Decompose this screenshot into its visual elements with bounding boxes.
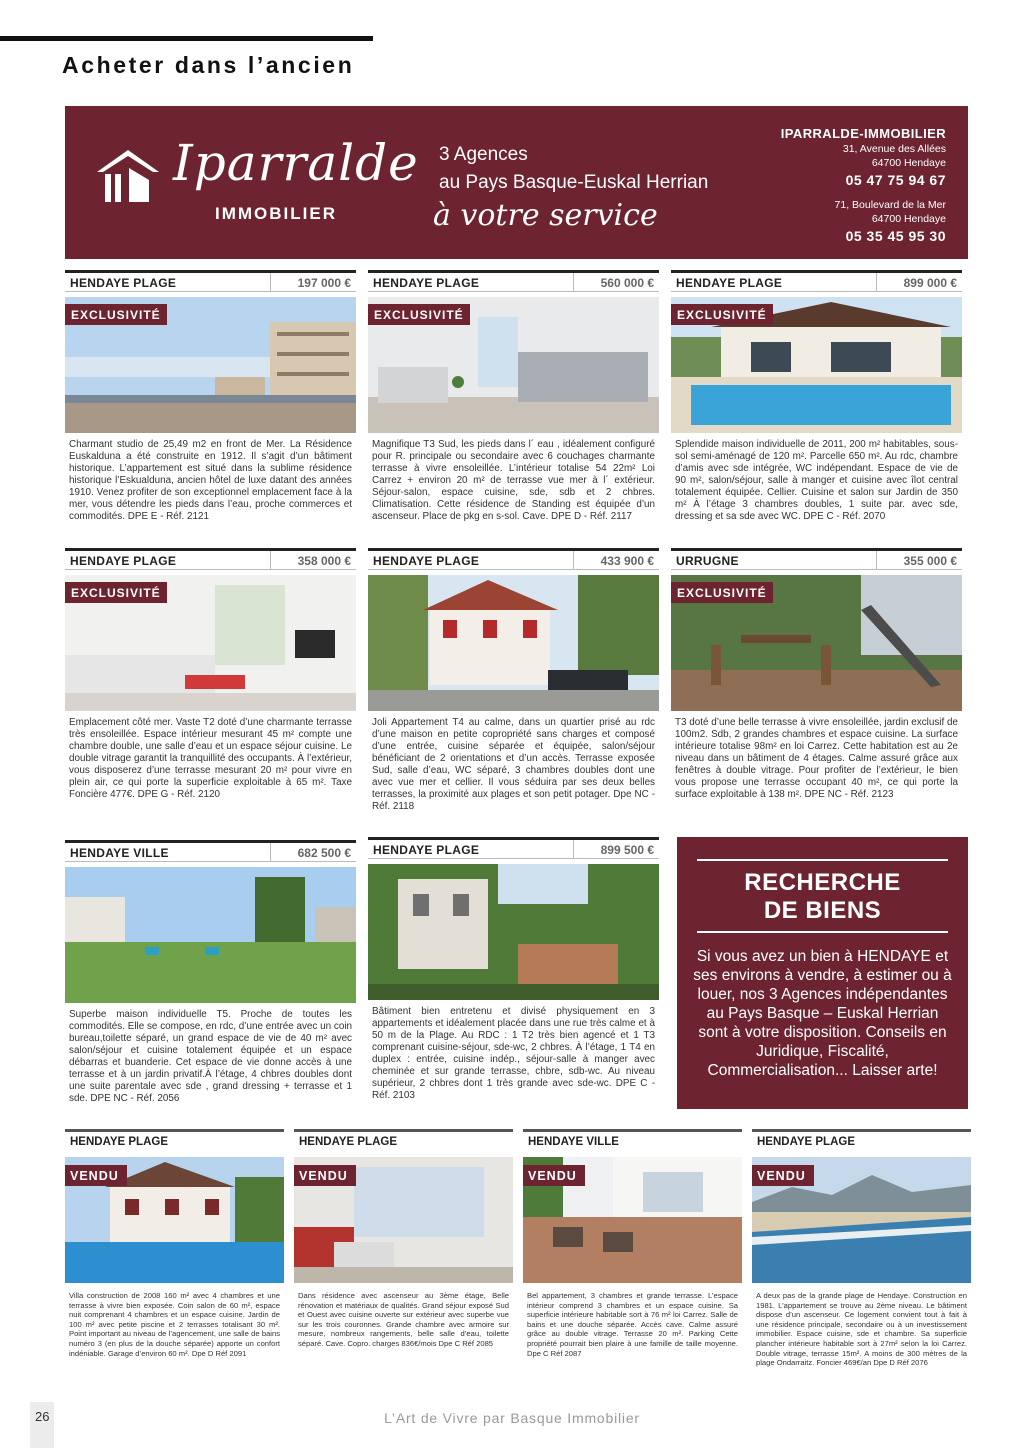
listing-card[interactable] [368, 548, 659, 813]
logo-script: Iparralde [173, 134, 419, 192]
agency-banner [65, 106, 968, 259]
listing-photo[interactable] [671, 575, 962, 711]
sold-photo[interactable] [523, 1157, 742, 1283]
lawn-garden-photo [65, 867, 356, 1003]
listing-card[interactable] [368, 270, 659, 523]
sold-photo[interactable] [65, 1157, 284, 1283]
exclusive-badge: EXCLUSIVITÉ [671, 582, 773, 603]
listing-price: 899 000 € [876, 273, 962, 291]
listing-location: HENDAYE PLAGE [70, 276, 177, 290]
agency-1-city: 64700 Hendaye [871, 157, 946, 169]
tagline-line-2: au Pays Basque-Euskal Herrian [439, 172, 709, 193]
listing-location: HENDAYE PLAGE [373, 554, 480, 568]
listing-description: Joli Appartement T4 au calme, dans un quartier prisé au rdc d’une maison en petite copropriété sans charges et composé d’une entrée, cuisine séparée et équipée, salon/séjour bénéficiant de 2 orientations et d’un accès. Terrasse exposée Sud, salle d’eau, WC séparé, 3 chambres doubles dont une avec vue mer et cellier. Il vous séduira par ses deux belles terrasses, la proximité aux plages et son petit potager. Dpe NC - Réf. 2118 [372, 717, 655, 812]
basque-house-photo [368, 575, 659, 711]
listing-description: Charmant studio de 25,49 m2 en front de Mer. La Résidence Euskalduna a été construite en 1912. Il s’agit d’un bâtiment historique. L’appartement est situé dans la sublime résidence historique l’Eskualduna, ancien hôtel de luxe datant des années 1910. Venez profiter de son exceptionnel emplacement face à la mer, vous détendre les pieds dans l’eau, proche commerces et commodités. DPE E - Réf. 2121 [69, 439, 352, 522]
listing-header [671, 548, 962, 570]
listing-photo[interactable] [671, 297, 962, 433]
top-rule [0, 36, 373, 41]
agency-2-city: 64700 Hendaye [871, 213, 946, 225]
listing-photo[interactable] [65, 575, 356, 711]
tagline-line-1: 3 Agences [439, 144, 528, 165]
house-logo-icon [95, 148, 161, 204]
listing-description: T3 doté d’une belle terrasse à vivre ensoleillée, jardin exclusif de 100m2. Sdb, 2 grandes chambres et espace cuisine. La surface intérieure totalise 98m² en loi Carrez. Cette habitation est au 2e niveau dans un bâtiment de 4 étages. Calme assuré grâce aux fenêtres à double vitrage. Pour profiter de l’extérieur, le bien vous propose une terrasse occupant 40 m², ce qui porte la surface exploitable à 138 m². DPE NC - Réf. 2123 [675, 717, 958, 800]
listing-description: Superbe maison individuelle T5. Proche de toutes les commodités. Elle se compose, en rdc, d’une entrée avec un coin bureau,toilette séparé, un grand espace de vie de 40 m² avec salon/séjour et cuisine totalement équipée et un espace débarras et buanderie. Cet espace de vie donne accès à une terrasse et à un jardin privatif.À l’étage, 4 chbres doubles dont une suite parentale avec sde , grand dressing + terrasse et 1 sde. DPE NC - Réf. 2056 [69, 1009, 352, 1104]
sold-description: Dans résidence avec ascenseur au 3ème étage, Belle rénovation et matériaux de qualités. Grand séjour exposé Sud et Ouest avec cuisine ouverte sur extérieur avec superbe vue sur les trois couronnes. Grande chambre avec armoire sur mesure, nombreux rangements, belle salle d’eau, toilette séparé. Cave. Copro. charges 836€/mois Dpe C Réf 2085 [298, 1291, 509, 1348]
listing-photo[interactable] [368, 297, 659, 433]
sold-card[interactable] [65, 1129, 284, 1358]
listing-location: HENDAYE PLAGE [676, 276, 783, 290]
section-title: Acheter dans l’ancien [62, 52, 355, 78]
listing-description: Magnifique T3 Sud, les pieds dans l´ eau , idéalement configuré pour R. principale ou secondaire avec 6 couchages charmante terrasse à vivre ensoleillée. L’intérieur totalise 54 22m² Loi Carrez + environ 20 m² de terrasse vue mer à l´ extérieur. Séjour-salon, espace cuisine, sde, sdb et 2 chbres. Climatisation. Cette résidence de Standing est équipée d’un ascenseur. Place de pkg en s-sol. Cave. DPE D - Réf. 2117 [372, 439, 655, 522]
listing-location: URRUGNE [676, 554, 739, 568]
listing-header [368, 837, 659, 859]
search-box-title [677, 869, 968, 925]
agency-2-street: 71, Boulevard de la Mer [834, 199, 946, 211]
listing-description: Emplacement côté mer. Vaste T2 doté d’une charmante terrasse très ensoleillée. Espace intérieur mesurant 45 m² compte une chambre double, une salle d’eau et un espace séjour cuisine. Le double vitrage garantit la tranquillité des occupants. À l’extérieur, vous disposerez d’une terrasse mesurant 20 m² pour vivre en plein air, ce qui porte la superficie exploitable à 65 m². Taxe Foncière 477€. DPE G - Réf. 2120 [69, 717, 352, 800]
listing-card[interactable] [671, 270, 962, 523]
sold-description: Villa construction de 2008 160 m² avec 4 chambres et une terrasse à vivre bien exposée. Coin salon de 60 m², espace nuit comprenant 4 chambres et un espace cuisine. Jardin de 100 m² avec petite piscine et 2 terrasses totalisant 30 m². Point important au niveau de l’agencement, une salle de bains numéro 3 (en plus de la douche séparée) apporte un confort indéniable. Garage d’environ 60 m². Dpe D Réf 2091 [69, 1291, 280, 1358]
exclusive-badge: EXCLUSIVITÉ [671, 304, 773, 325]
sold-photo[interactable] [294, 1157, 513, 1283]
sold-location: HENDAYE PLAGE [757, 1136, 855, 1148]
search-box-title-line-1: RECHERCHE [744, 869, 901, 896]
sold-photo[interactable] [752, 1157, 971, 1283]
listing-card[interactable] [65, 840, 356, 1105]
exclusive-badge: EXCLUSIVITÉ [65, 582, 167, 603]
divider [697, 931, 948, 933]
agency-1-phone[interactable]: 05 47 75 94 67 [845, 172, 946, 188]
sold-header [294, 1129, 513, 1151]
agency-1-address [843, 142, 946, 170]
sold-description: A deux pas de la grande plage de Hendaye. Construction en 1981. L’appartement se trouve au 2ème niveau. Le bâtiment dispose d’un ascenseur. Ce logement convient tout à fait à une résidence principale, secondaire ou à un investissement immobilier. Espace cuisine, sde et chambre. Sa superficie plancher intérieure habitable sort à 27m² selon la loi Carrez. Double vitrage, terrasse 15m². A moins de 300 mètres de la plage Ondarraitz. Foncier 469€/an Dpe D Réf 2076 [756, 1291, 967, 1368]
listing-location: HENDAYE PLAGE [373, 843, 480, 857]
listing-header [65, 548, 356, 570]
listing-header [65, 270, 356, 292]
listing-description: Splendide maison individuelle de 2011, 200 m² habitables, sous-sol semi-aménagé de 120 m². Parcelle 650 m². Au rdc, chambre d’amis avec sde intégrée, WC indépendant. Espace de vie de 90 m², salon/séjour, salle à manger et cuisine avec îlot central totalement équipée. Cellier. Cuisine et salon sur Jardin de 350 m² À l’étage 3 chambres doubles, 1 suite par. avec sde, dressing et sa sde avec WC. DPE C - Réf. 2070 [675, 439, 958, 522]
listing-price: 682 500 € [270, 843, 356, 861]
sold-badge: VENDU [294, 1165, 356, 1186]
page-number: 26 [35, 1409, 50, 1424]
sold-location: HENDAYE PLAGE [70, 1136, 168, 1148]
listing-location: HENDAYE PLAGE [373, 276, 480, 290]
search-box-title-line-2: DE BIENS [763, 897, 882, 924]
agency-2-address [835, 198, 946, 226]
tagline-line-3: à votre service [433, 198, 658, 233]
listing-location: HENDAYE PLAGE [70, 554, 177, 568]
sold-badge: VENDU [65, 1165, 127, 1186]
agency-2-phone[interactable]: 05 35 45 95 30 [845, 228, 946, 244]
sold-location: HENDAYE VILLE [528, 1136, 619, 1148]
listing-card[interactable] [671, 548, 962, 801]
listing-price: 197 000 € [270, 273, 356, 291]
listing-card[interactable] [65, 548, 356, 801]
footer-text: L’Art de Vivre par Basque Immobilier [384, 1410, 640, 1426]
property-search-box [677, 837, 968, 1109]
sold-card[interactable] [294, 1129, 513, 1349]
sold-card[interactable] [523, 1129, 742, 1358]
sold-badge: VENDU [752, 1165, 814, 1186]
listing-header [65, 840, 356, 862]
building-garden-photo [368, 864, 659, 1000]
listing-header [368, 270, 659, 292]
listing-header [671, 270, 962, 292]
exclusive-badge: EXCLUSIVITÉ [368, 304, 470, 325]
divider [697, 859, 948, 861]
listing-photo[interactable] [368, 864, 659, 1000]
sold-badge: VENDU [523, 1165, 585, 1186]
listing-photo[interactable] [65, 297, 356, 433]
sold-location: HENDAYE PLAGE [299, 1136, 397, 1148]
listing-description: Bâtiment bien entretenu et divisé physiquement en 3 appartements et idéalement placée dans une rue très calme et à 50 m de la Plage. Au RDC : 1 T2 très bien agencé et 1 T3 comprenant cuisine-séjour, sde-wc, 2 chbres. À l’étage, 1 T4 en duplex : entrée, cuisine indép., séjour-salle à manger avec cheminée et sur grande terrasse, chbre, sdb-wc. Au niveau supérieur, 2 chbres dont 1 très grande avec sde-wc. DPE C - Réf. 2103 [372, 1006, 655, 1101]
sold-description: Bel appartement, 3 chambres et grande terrasse. L’espace intérieur comprend 3 chambres et un espace cuisine. Sa superficie intérieure habitable sort à 76 m² loi Carrez. Salle de bains et une douche séparée. Accès cave. Calme assuré grâce au double vitrage. Terrasse 20 m². Parking Cette propriété pourrait bien plaire à une famille de taille moyenne. Dpe C Réf 2087 [527, 1291, 738, 1358]
agency-name: IPARRALDE-IMMOBILIER [780, 126, 946, 141]
listing-price: 560 000 € [573, 273, 659, 291]
listing-price: 358 000 € [270, 551, 356, 569]
listing-card[interactable] [65, 270, 356, 523]
listing-price: 899 500 € [573, 840, 659, 858]
listing-location: HENDAYE VILLE [70, 846, 169, 860]
search-box-text: Si vous avez un bien à HENDAYE et ses environs à vendre, à estimer ou à louer, nos 3 Agences indépendantes au Pays Basque – Euskal Herrian sont à votre disposition. Conseils en Juridique, Fiscalité, Commercialisation... Laisser arte! [693, 948, 952, 1079]
agency-1-street: 31, Avenue des Allées [842, 143, 946, 155]
listing-header [368, 548, 659, 570]
listing-price: 433 900 € [573, 551, 659, 569]
listing-photo[interactable] [65, 867, 356, 1003]
sold-header [65, 1129, 284, 1151]
listing-card[interactable] [368, 837, 659, 1102]
exclusive-badge: EXCLUSIVITÉ [65, 304, 167, 325]
sold-card[interactable] [752, 1129, 971, 1368]
logo-subtitle: IMMOBILIER [215, 204, 337, 223]
sold-header [752, 1129, 971, 1151]
sold-header [523, 1129, 742, 1151]
listing-price: 355 000 € [876, 551, 962, 569]
listing-photo[interactable] [368, 575, 659, 711]
